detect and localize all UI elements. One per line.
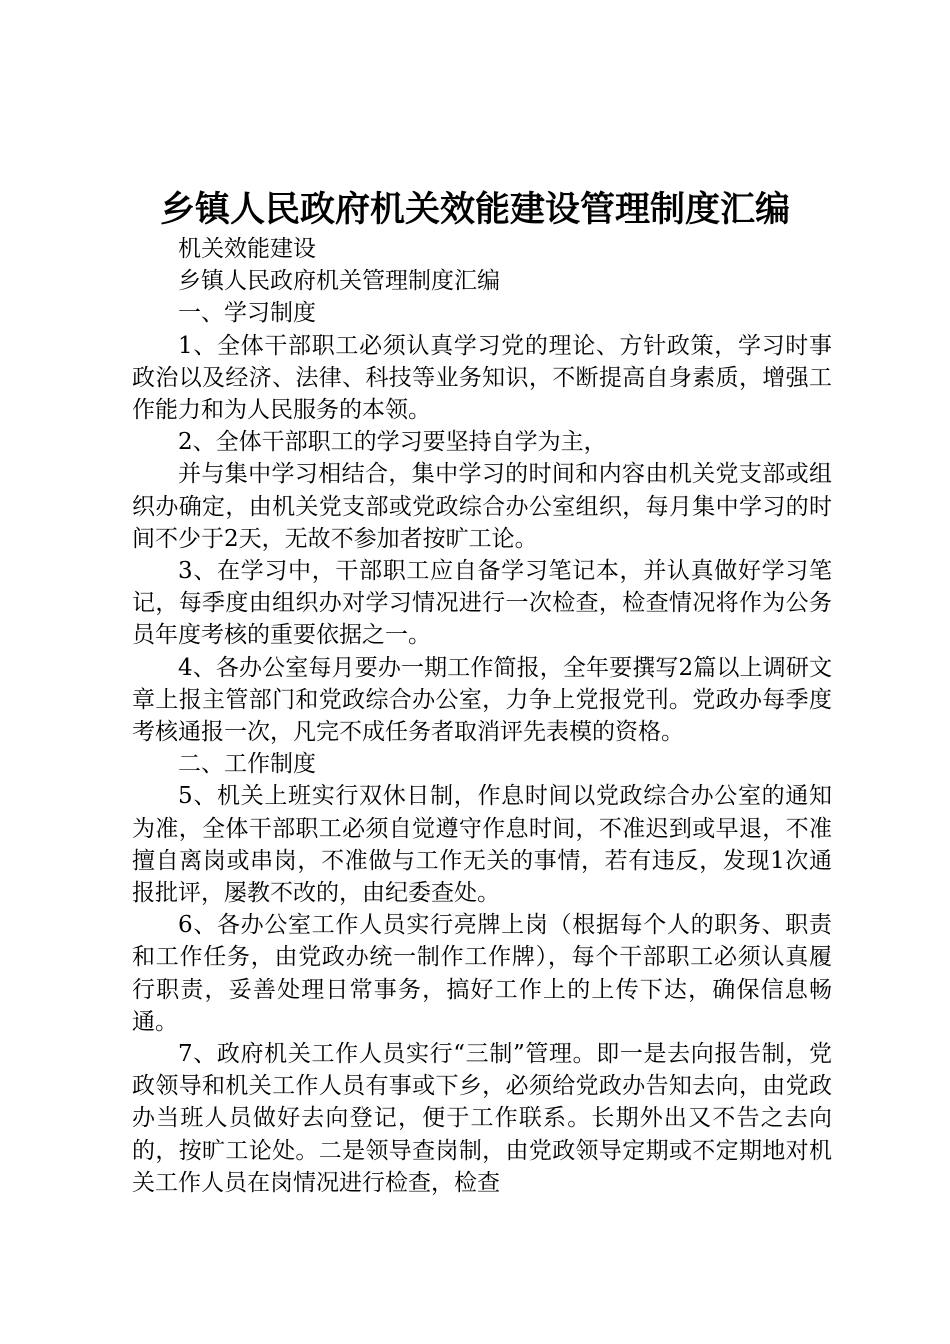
- paragraph-3: 3、在学习中，干部职工应自备学习笔记本，并认真做好学习笔记，每季度由组织办对学习情况进行一次检查，检查情况将作为公务员年度考核的重要依据之一。: [132, 558, 832, 649]
- document-title: 乡镇人民政府机关效能建设管理制度汇编: [159, 189, 790, 230]
- section-heading-work: 二、工作制度: [178, 751, 316, 778]
- section-heading-study: 一、学习制度: [178, 300, 316, 327]
- subtitle-compilation: 乡镇人民政府机关管理制度汇编: [178, 268, 500, 295]
- paragraph-1: 1、全体干部职工必须认真学习党的理论、方针政策，学习时事政治以及经济、法律、科技等业务知识，不断提高自身素质，增强工作能力和为人民服务的本领。: [132, 332, 832, 424]
- paragraph-7: 7、政府机关工作人员实行“三制”管理。即一是去向报告制，党政领导和机关工作人员有事或下乡，必须给党政办告知去向，由党政办当班人员做好去向登记，便于工作联系。长期外出又不告之去向的，按旷工论处。二是领导查岗制，由党政领导定期或不定期地对机关工作人员在岗情况进行检查，检查: [132, 1041, 832, 1196]
- paragraph-6: 6、各办公室工作人员实行亮牌上岗（根据每个人的职务、职责和工作任务，由党政办统一制作工作牌），每个干部职工必须认真履行职责，妥善处理日常事务，搞好工作上的上传下达，确保信息畅通。: [132, 912, 832, 1035]
- paragraph-2: 2、全体干部职工的学习要坚持自学为主，: [178, 429, 607, 456]
- document-body: [132, 233, 832, 1199]
- paragraph-4: 4、各办公室每月要办一期工作简报，全年要撰写2篇以上调研文章上报主管部门和党政综合办公室，力争上党报党刊。党政办每季度考核通报一次，凡完不成任务者取消评先表模的资格。: [132, 654, 832, 746]
- paragraph-2-continued: 并与集中学习相结合，集中学习的时间和内容由机关党支部或组织办确定，由机关党支部或党政综合办公室组织，每月集中学习的时间不少于2天，无故不参加者按旷工论。: [132, 461, 832, 552]
- paragraph-5: 5、机关上班实行双休日制，作息时间以党政综合办公室的通知为准，全体干部职工必须自觉遵守作息时间，不准迟到或早退，不准擅自离岗或串岗，不准做与工作无关的事情，若有违反，发现1次通报批评，屡教不改的，由纪委查处。: [132, 783, 832, 907]
- subtitle-efficiency: 机关效能建设: [178, 236, 316, 262]
